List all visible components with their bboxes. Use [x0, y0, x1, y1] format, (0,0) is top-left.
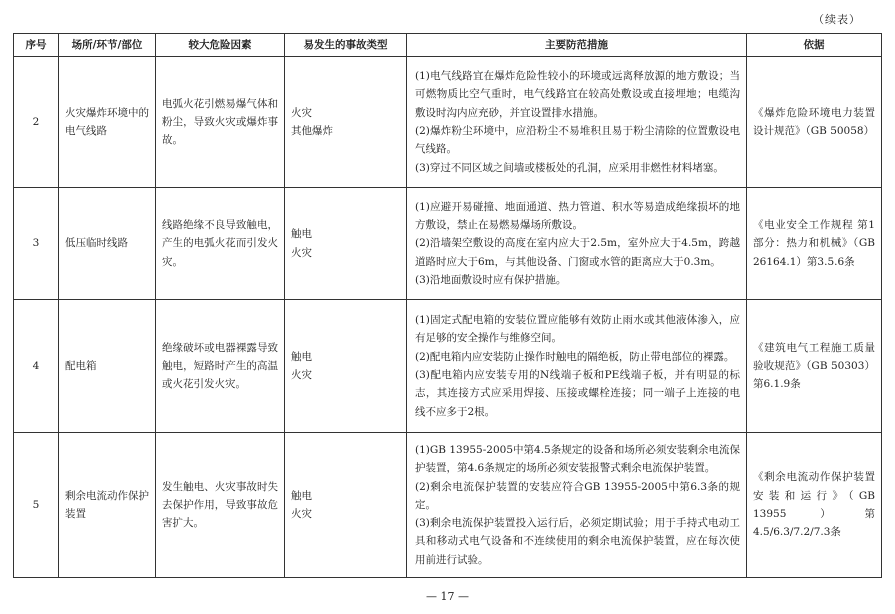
place-cell: 火灾爆炸环境中的电气线路	[59, 57, 156, 188]
table-row	[14, 300, 882, 433]
accident-type: 火灾	[291, 246, 312, 259]
table-row	[14, 433, 882, 578]
table-row	[14, 57, 882, 188]
measures-cell	[407, 433, 747, 578]
measures-cell	[407, 300, 747, 433]
continued-label: （续表）	[813, 13, 861, 26]
measure-item: (2)爆炸粉尘环境中，应沿粉尘不易堆积且易于粉尘清除的位置敷设电气线路。	[415, 125, 740, 156]
measure-item: (1)固定式配电箱的安装位置应能够有效防止雨水或其他液体渗入，应有足够的安全操作与维修空间。	[415, 314, 740, 345]
accident-type: 其他爆炸	[291, 125, 333, 137]
risk-cell: 绝缘破坏或电器裸露导致触电，短路时产生的高温或火花引发火灾。	[156, 300, 285, 433]
measure-item: (1)应避开易碰撞、地面通道、热力管道、积水等易造成绝缘损坏的地方敷设，禁止在易燃易爆场所敷设。	[415, 200, 740, 232]
accident-type: 触电	[291, 350, 312, 363]
accident-type: 触电	[291, 489, 312, 502]
accident-type: 触电	[291, 228, 312, 241]
measure-item: (1)电气线路宜在爆炸危险性较小的环境或远离释放源的地方敷设；当可燃物质比空气重时，电气线路宜在较高处敷设或直接埋地；电缆沟敷设时沟内应充砂，并宜设置排水措施。	[415, 70, 740, 119]
accident-type: 火灾	[291, 106, 312, 119]
header-risk: 较大危险因素	[156, 34, 285, 57]
place-cell: 配电箱	[59, 300, 156, 433]
header-basis: 依据	[747, 34, 882, 57]
risk-cell: 发生触电、火灾事故时失去保护作用，导致事故危害扩大。	[156, 433, 285, 578]
measure-item: (3)配电箱内应安装专用的N线端子板和PE线端子板，并有明显的标志，其连接方式应采用焊接、压接或螺栓连接；同一端子上连接的电线不应多于2根。	[415, 369, 740, 418]
accident-type: 火灾	[291, 508, 312, 520]
header-accident: 易发生的事故类型	[285, 34, 407, 57]
measure-item: (3)穿过不同区域之间墙或楼板处的孔洞，应采用非燃性材料堵塞。	[415, 161, 724, 174]
table-header-row	[14, 34, 882, 57]
row-number: 5	[14, 433, 59, 578]
basis-cell: 《爆炸危险环境电力装置设计规范》（GB 50058）	[747, 57, 882, 188]
accident-cell	[285, 300, 407, 433]
measure-item: (3)沿地面敷设时应有保护措施。	[415, 273, 567, 286]
place-cell: 低压临时线路	[59, 188, 156, 300]
measures-cell	[407, 57, 747, 188]
row-number: 4	[14, 300, 59, 433]
header-place: 场所/环节/部位	[59, 34, 156, 57]
accident-cell	[285, 57, 407, 188]
risk-cell: 电弧火花引燃易爆气体和粉尘，导致火灾或爆炸事故。	[156, 57, 285, 188]
row-number: 3	[14, 188, 59, 300]
accident-cell	[285, 188, 407, 300]
basis-cell: 《电业安全工作规程 第1部分：热力和机械》（GB 26164.1）第3.5.6条	[747, 188, 882, 300]
place-cell: 剩余电流动作保护装置	[59, 433, 156, 578]
risk-cell: 线路绝缘不良导致触电，产生的电弧火花而引发火灾。	[156, 188, 285, 300]
basis-cell: 《建筑电气工程施工质量验收规范》（GB 50303）第6.1.9条	[747, 300, 882, 433]
row-number: 2	[14, 57, 59, 188]
basis-cell: 《剩余电流动作保护装置安装和运行》（GB 13955）第4.5/6.3/7.2/7.3条	[747, 433, 882, 578]
header-no: 序号	[14, 34, 59, 57]
measure-item: (2)剩余电流保护装置的安装应符合GB 13955-2005中第6.3条的规定。	[415, 480, 740, 511]
header-measures: 主要防范措施	[407, 34, 747, 57]
accident-cell	[285, 433, 407, 578]
measures-cell	[407, 188, 747, 300]
page-number: — 17 —	[426, 590, 469, 603]
measure-item: (3)剩余电流保护装置投入运行后，必须定期试验；用于手持式电动工具和移动式电气设备和不连续使用的剩余电流保护装置，应在每次使用前进行试验。	[415, 517, 740, 566]
measure-item: (2)沿墙架空敷设的高度在室内应大于2.5m，室外应大于4.5m，跨越道路时应大于6m，与其他设备、门窗或水管的距离应大于0.3m。	[415, 237, 740, 268]
table-row	[14, 188, 882, 300]
hazard-table	[13, 33, 882, 578]
measure-item: (1)GB 13955-2005中第4.5条规定的设备和场所必须安装剩余电流保护装置，第4.6条规定的场所必须安装报警式剩余电流保护装置。	[415, 443, 740, 475]
accident-type: 火灾	[291, 369, 312, 381]
measure-item: (2)配电箱内应安装防止操作时触电的隔绝板，防止带电部位的裸露。	[415, 350, 735, 363]
